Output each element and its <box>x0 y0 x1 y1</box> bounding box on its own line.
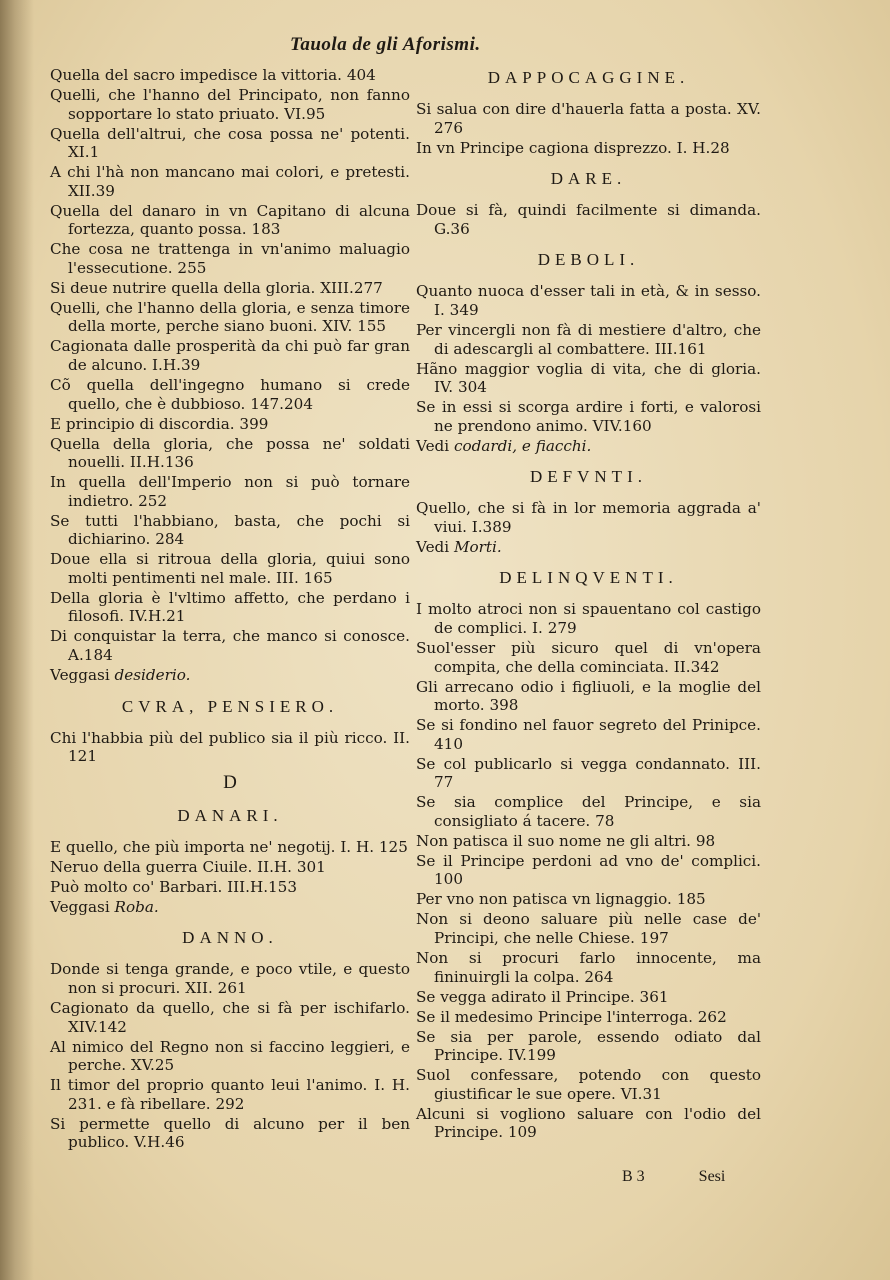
entries-deboli <box>416 282 761 435</box>
index-entry: Quella della gloria, che possa ne' soldati nouelli. II.H.136 <box>50 434 410 472</box>
heading-dare: DARE. <box>550 169 627 189</box>
see-also-ref: Morti. <box>453 537 502 556</box>
index-entry: Non si deono saluare più nelle case de' Principi, che nelle Chiese. 197 <box>416 910 761 948</box>
index-entry: E quello, che più importa ne' negotij. I. H. 125 <box>50 837 408 856</box>
index-entry: Se tutti l'habbiano, basta, che pochi si dichiarino. 284 <box>50 511 410 549</box>
index-entry: Hãno maggior voglia di vita, che di gloria. IV. 304 <box>416 359 761 397</box>
index-entry: E principio di discordia. 399 <box>50 414 269 433</box>
index-entry: Se vegga adirato il Principe. 361 <box>416 987 669 1006</box>
signature-mark: B 3 <box>622 1168 645 1185</box>
index-entry: Al nimico del Regno non si faccino leggieri, e perche. XV.25 <box>50 1037 410 1075</box>
entries-dappocaggine <box>416 100 761 157</box>
see-also-label: Vedi <box>416 537 450 556</box>
index-entry: Può molto co' Barbari. III.H.153 <box>50 877 298 896</box>
index-entry: Quella del danaro in vn Capitano di alcuna fortezza, quanto possa. 183 <box>50 201 410 239</box>
index-entry: Il timor del proprio quanto leui l'animo. I. H. 231. e fà ribellare. 292 <box>50 1076 410 1113</box>
heading-dappocaggine: DAPPOCAGGINE. <box>487 68 690 87</box>
index-entry: Se col publicarlo si vegga condannato. III. 77 <box>416 754 761 792</box>
entries-a <box>50 66 410 665</box>
index-entry: Si salua con dire d'hauerla fatta a posta. XV. 276 <box>416 100 761 137</box>
index-entry: Chi l'habbia più del publico sia il più ricco. II. 121 <box>50 728 410 766</box>
see-also-ref: Roba. <box>114 897 159 916</box>
index-entry: Doue ella si ritroua della gloria, quiui sono molti pentimenti nel male. III. 165 <box>50 550 410 587</box>
index-entry: Se sia complice del Principe, e sia consigliato á tacere. 78 <box>416 793 761 830</box>
entries-danno <box>50 960 410 1152</box>
page-spine-shadow <box>0 0 34 1280</box>
index-entry: Se sia per parole, essendo odiato dal Principe. IV.199 <box>416 1027 761 1065</box>
index-entry: Se in essi si scorga ardire i forti, e valorosi ne prendono animo. VIV.160 <box>416 398 761 435</box>
entries-danari <box>50 838 410 897</box>
index-entry: Non si procuri farlo innocente, ma fininuirgli la colpa. 264 <box>416 949 761 986</box>
index-entry: Non patisca il suo nome ne gli altri. 98 <box>416 831 716 850</box>
index-entry: Donde si tenga grande, e poco vtile, e questo non si procuri. XII. 261 <box>50 960 410 997</box>
right-column <box>416 66 761 1143</box>
index-entry: Neruo della guerra Ciuile. II.H. 301 <box>50 857 326 876</box>
index-entry: Suol'esser più sicuro quel di vn'opera compita, che della cominciata. II.342 <box>416 639 761 676</box>
section-letter: D <box>223 771 237 793</box>
index-entry: Quella del sacro impedisce la vittoria. 404 <box>50 66 376 84</box>
see-also-ref: codardi, e fiacchi. <box>453 436 592 455</box>
entries-cura <box>50 729 410 766</box>
index-entry: Quelli, che l'hanno della gloria, e senza timore della morte, perche siano buoni. XIV. 155 <box>50 298 410 336</box>
index-entry: Per vincergli non fà di mestiere d'altro, che di adescargli al combattere. III.161 <box>416 320 761 358</box>
index-entry: Quella dell'altrui, che cosa possa ne' potenti. XI.1 <box>50 124 410 162</box>
index-entry: Quanto nuoca d'esser tali in età, & in sesso. I. 349 <box>416 282 761 319</box>
index-entry: I molto atroci non si spauentano col castigo de complici. I. 279 <box>416 600 761 638</box>
running-header: Tauola de gli Aforismi. <box>290 34 481 55</box>
index-entry: Quelli, che l'hanno del Principato, non fanno sopportare lo stato priuato. VI.95 <box>50 85 410 123</box>
index-entry: Si permette quello di alcuno per il ben publico. V.H.46 <box>50 1114 410 1152</box>
see-also <box>416 538 761 557</box>
see-also-label: Vedi <box>416 436 450 455</box>
heading-deboli: DEBOLI. <box>537 250 640 270</box>
heading-delinquenti: DELINQVENTI. <box>499 568 678 588</box>
index-entry: Cagionata dalle prosperità da chi può far gran de alcuno. I.H.39 <box>50 337 410 375</box>
index-entry: Quello, che si fà in lor memoria aggrada a' viui. I.389 <box>416 499 761 536</box>
index-entry: Alcuni si vogliono saluare con l'odio del Principe. 109 <box>416 1104 761 1142</box>
index-entry: Se si fondino nel fauor segreto del Prinipce. 410 <box>416 716 761 753</box>
see-also-label: Veggasi <box>50 897 110 916</box>
index-entry: Che cosa ne trattenga in vn'animo maluagio l'essecutione. 255 <box>50 240 410 277</box>
index-entry: Per vno non patisca vn lignaggio. 185 <box>416 890 706 909</box>
index-entry: In vn Principe cagiona disprezzo. I. H.28 <box>416 138 730 157</box>
heading-cura: CVRA, PENSIERO. <box>121 696 339 716</box>
index-entry: Se il Principe perdoni ad vno de' complici. 100 <box>416 851 761 889</box>
index-entry: Se il medesimo Principe l'interroga. 262 <box>416 1007 727 1026</box>
see-also-label: Veggasi <box>50 666 110 685</box>
see-also <box>416 437 761 456</box>
entries-defunti <box>416 499 761 536</box>
index-entry: Cõ quella dell'ingegno humano si crede quello, che è dubbioso. 147.204 <box>50 376 410 413</box>
index-entry: Della gloria è l'vltimo affetto, che perdano i filosofi. IV.H.21 <box>50 588 410 626</box>
see-also-ref: desiderio. <box>114 666 191 685</box>
see-also <box>50 898 410 917</box>
see-also <box>50 666 410 685</box>
entries-delinquenti <box>416 600 761 1141</box>
heading-defunti: DEFVNTI. <box>530 467 647 487</box>
heading-danno: DANNO. <box>182 928 278 948</box>
index-entry: Cagionato da quello, che si fà per ischifarlo. XIV.142 <box>50 998 410 1036</box>
entries-dare <box>416 201 761 238</box>
index-entry: Suol confessare, potendo con questo giustificar le sue opere. VI.31 <box>416 1066 761 1103</box>
index-entry: Gli arrecano odio i figliuoli, e la moglie del morto. 398 <box>416 677 761 715</box>
index-entry: Doue si fà, quindi facilmente si dimanda. G.36 <box>416 201 761 238</box>
index-entry: In quella dell'Imperio non si può tornare indietro. 252 <box>50 473 410 510</box>
heading-danari: DANARI. <box>177 805 283 825</box>
page-footer <box>622 1168 775 1186</box>
catchword: Sesi <box>698 1168 726 1185</box>
index-entry: Si deue nutrire quella della gloria. XIII.277 <box>50 278 383 297</box>
left-column <box>50 66 410 1153</box>
index-entry: A chi l'hà non mancano mai colori, e pretesti. XII.39 <box>50 163 410 200</box>
index-entry: Di conquistar la terra, che manco si conosce. A.184 <box>50 627 410 665</box>
